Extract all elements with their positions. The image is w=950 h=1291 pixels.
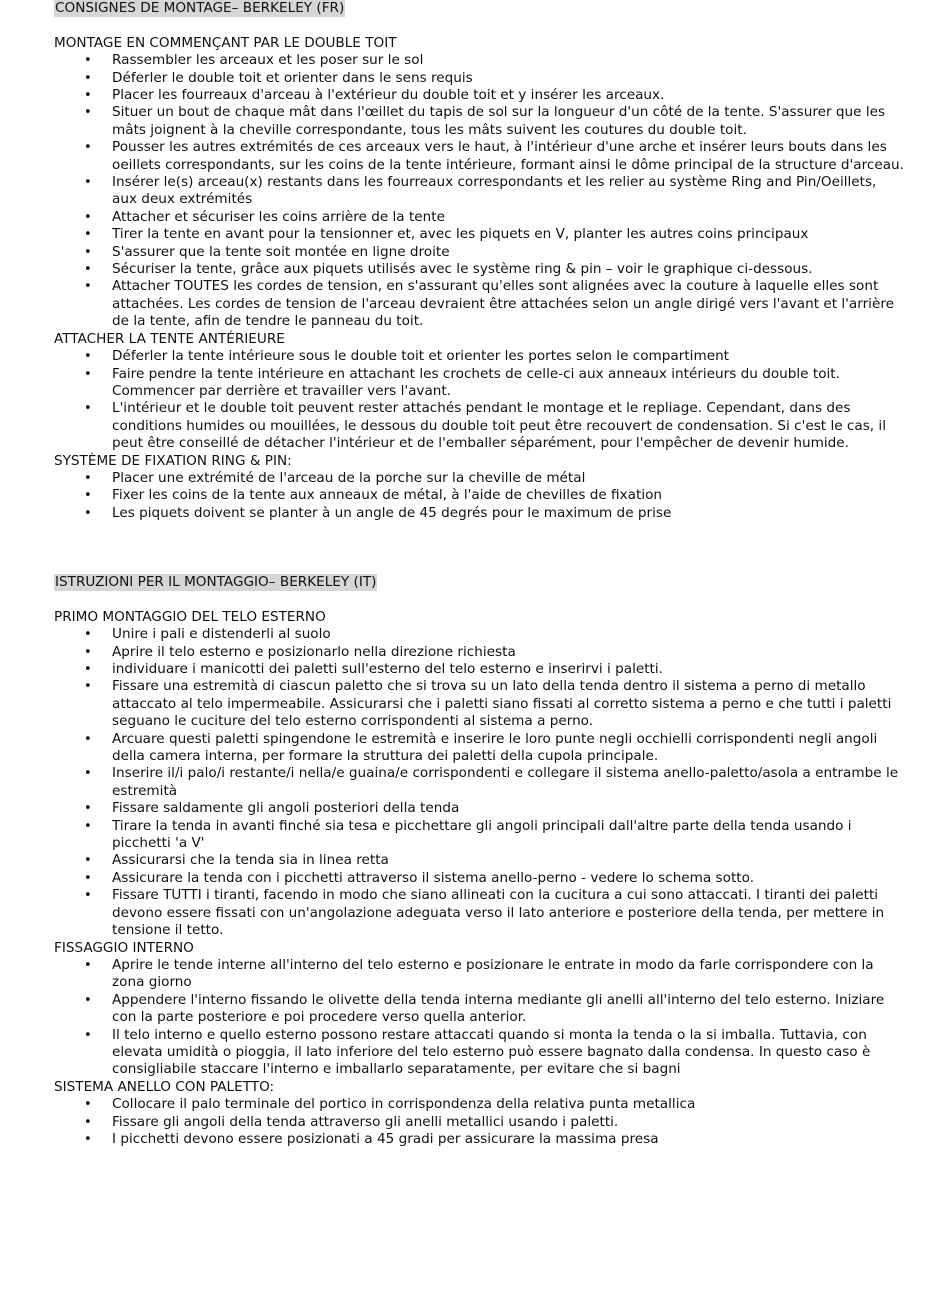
list-item: • Arcuare questi paletti spingendone le estremità e inserire le loro punte negli occhielli corrispondenti negli angoli della camera interna, per formare la struttura dei paletti della cupola principale. [112, 731, 904, 766]
list-item: • Tirer la tente en avant pour la tensionner et, avec les piquets en V, planter les autres coins principaux [112, 226, 904, 243]
heading-it-ring-pin: SISTEMA ANELLO CON PALETTO: [54, 1078, 275, 1095]
spacer [54, 591, 904, 608]
list-item: • Attacher TOUTES les cordes de tension, en s'assurant qu'elles sont alignées avec la couture à laquelle elles sont attachées. Les cordes de tension de l'arceau devraient être attachées selon un angle dirigé vers l'avant et l'arrière de la tente, afin de tendre le panneau du toit. [112, 278, 904, 330]
list-fr-inner-tent [54, 348, 904, 452]
heading-fr-inner-tent: ATTACHER LA TENTE ANTÉRIEURE [54, 330, 285, 347]
list-item: • Sécuriser la tente, grâce aux piquets utilisés avec le système ring & pin – voir le graphique ci-dessous. [112, 261, 904, 278]
heading-fr-fly-first: MONTAGE EN COMMENÇANT PAR LE DOUBLE TOIT [54, 34, 397, 51]
list-item: • Inserire il/i palo/i restante/i nella/e guaina/e corrispondenti e collegare il sistema anello-paletto/asola a entrambe le estremità [112, 765, 904, 800]
spacer [54, 17, 904, 34]
list-item: • Les piquets doivent se planter à un angle de 45 degrés pour le maximum de prise [112, 505, 904, 522]
list-item: • Fissare gli angoli della tenda attraverso gli anelli metallici usando i paletti. [112, 1114, 904, 1131]
list-it-ring-pin [54, 1096, 904, 1148]
list-item: • Placer les fourreaux d'arceau à l'extérieur du double toit et y insérer les arceaux. [112, 87, 904, 104]
list-item: • Déferler le double toit et orienter dans le sens requis [112, 70, 904, 87]
list-item: • Appendere l'interno fissando le olivette della tenda interna mediante gli anelli all'interno del telo esterno. Iniziare con la parte posteriore e poi procedere verso quella anterior. [112, 992, 904, 1027]
list-item: • L'intérieur et le double toit peuvent rester attachés pendant le montage et le repliage. Cependant, dans des conditions humides ou mouillées, le dessous du double toit peut être recouvert de condensation. Si c'est le cas, il peut être conseillé de détacher l'intérieur et de l'emballer séparément, pour l'empêcher de devenir humide. [112, 400, 904, 452]
list-item: • individuare i manicotti dei paletti sull'esterno del telo esterno e inserirvi i paletti. [112, 661, 904, 678]
list-item: • Collocare il palo terminale del portico in corrispondenza della relativa punta metallica [112, 1096, 904, 1113]
heading-it-inner-tent: FISSAGGIO INTERNO [54, 939, 194, 956]
section-it [54, 574, 904, 1148]
list-item: • Déferler la tente intérieure sous le double toit et orienter les portes selon le compartiment [112, 348, 904, 365]
list-item: • S'assurer que la tente soit montée en ligne droite [112, 244, 904, 261]
list-item: • Assicurare la tenda con i picchetti attraverso il sistema anello-perno - vedere lo schema sotto. [112, 870, 904, 887]
list-item: • Attacher et sécuriser les coins arrière de la tente [112, 209, 904, 226]
list-item: • Fissare una estremità di ciascun paletto che si trova su un lato della tenda dentro il sistema a perno di metallo attaccato al telo impermeabile. Assicurarsi che i paletti siano fissati al corretto sistema a perno e che tutti i paletti seguano le cuciture del telo esterno corrispondenti al sistema a perno. [112, 678, 904, 730]
list-item: • Pousser les autres extrémités de ces arceaux vers le haut, à l'intérieur d'une arche et insérer leurs bouts dans les oeillets correspondants, sur les coins de la tente intérieure, formant ainsi le dôme principal de la structure d'arceau. [112, 139, 904, 174]
section-title-it: ISTRUZIONI PER IL MONTAGGIO– BERKELEY (IT) [55, 574, 377, 590]
list-it-fly-first [54, 626, 904, 939]
list-item: • Rassembler les arceaux et les poser sur le sol [112, 52, 904, 69]
list-fr-fly-first [54, 52, 904, 331]
section-title-fr: CONSIGNES DE MONTAGE– BERKELEY (FR) [55, 0, 345, 16]
heading-fr-ring-pin: SYSTÈME DE FIXATION RING & PIN: [54, 452, 292, 469]
list-item: • Faire pendre la tente intérieure en attachant les crochets de celle-ci aux anneaux intérieurs du double toit. Commencer par derrière et travailler vers l'avant. [112, 366, 904, 401]
list-item: • Fissare TUTTI i tiranti, facendo in modo che siano allineati con la cucitura a cui sono attaccati. I tiranti dei paletti devono essere fissati con un'angolazione adeguata verso il lato anteriore e posteriore della tenda, per mettere in tensione il tetto. [112, 887, 904, 939]
list-item: • Aprire il telo esterno e posizionarlo nella direzione richiesta [112, 644, 904, 661]
list-item: • Tirare la tenda in avanti finché sia tesa e picchettare gli angoli principali dall'altre parte della tenda usando i picchetti 'a V' [112, 818, 904, 853]
section-fr [54, 0, 904, 522]
list-item: • Unire i pali e distenderli al suolo [112, 626, 904, 643]
list-it-inner-tent [54, 957, 904, 1079]
list-item: • Assicurarsi che la tenda sia in linea retta [112, 852, 904, 869]
list-item: • Aprire le tende interne all'interno del telo esterno e posizionare le entrate in modo da farle corrispondere con la zona giorno [112, 957, 904, 992]
list-item: • Placer une extrémité de l'arceau de la porche sur la cheville de métal [112, 470, 904, 487]
list-item: • Insérer le(s) arceau(x) restants dans les fourreaux correspondants et les relier au système Ring and Pin/Oeillets, aux deux extrémités [112, 174, 904, 209]
list-item: • I picchetti devono essere posizionati a 45 gradi per assicurare la massima presa [112, 1131, 904, 1148]
list-fr-ring-pin [54, 470, 904, 522]
heading-it-fly-first: PRIMO MONTAGGIO DEL TELO ESTERNO [54, 608, 326, 625]
list-item: • Fixer les coins de la tente aux anneaux de métal, à l'aide de chevilles de fixation [112, 487, 904, 504]
list-item: • Il telo interno e quello esterno possono restare attaccati quando si monta la tenda o la si imballa. Tuttavia, con elevata umidità o pioggia, il lato inferiore del telo esterno può essere bagnato dalla condensa. In questo caso è consigliabile staccare l'interno e imballarlo separatamente, per evitare che si bagni [112, 1027, 904, 1079]
list-item: • Fissare saldamente gli angoli posteriori della tenda [112, 800, 904, 817]
list-item: • Situer un bout de chaque mât dans l'œillet du tapis de sol sur la longueur d'un côté de la tente. S'assurer que les mâts joignent à la cheville correspondante, tous les mâts suivent les coutures du double toit. [112, 104, 904, 139]
